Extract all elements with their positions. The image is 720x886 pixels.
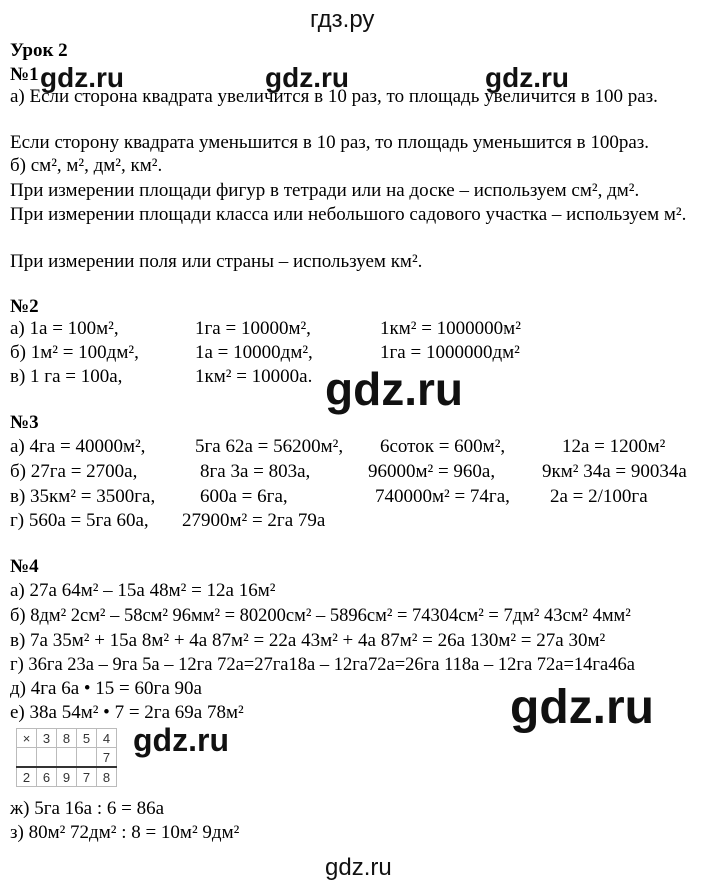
- task3-row: [10, 436, 710, 458]
- task4-g: г) 36га 23а – 9га 5а – 12га 72а=27га18а – 12га72а=26га 118а – 12га 72а=14га46а: [10, 655, 635, 675]
- cell: 27900м² = 2га 79а: [182, 510, 326, 531]
- watermark: gdz.ru: [40, 62, 124, 93]
- cell: а) 4га = 40000м²,: [10, 436, 146, 457]
- task2-row: [10, 366, 710, 388]
- mult-cell: [17, 748, 37, 768]
- task4-label: №4: [10, 556, 39, 577]
- watermark: gdz.ru: [265, 62, 349, 93]
- task4-v: в) 7а 35м² + 15а 8м² + 4а 87м² = 22а 43м² + 4а 87м² = 26а 130м² = 27а 30м²: [10, 630, 606, 651]
- task4-a: а) 27а 64м² – 15а 48м² = 12а 16м²: [10, 580, 276, 601]
- cell: б) 1м² = 100дм²,: [10, 342, 139, 363]
- cell: в) 1 га = 100а,: [10, 366, 123, 387]
- task4-e: е) 38а 54м² • 7 = 2га 69а 78м²: [10, 702, 244, 723]
- mult-digit: 9: [57, 767, 77, 787]
- mult-digit: [57, 748, 77, 768]
- mult-digit: [37, 748, 57, 768]
- multiplication-grid: [16, 728, 117, 787]
- watermark: gdz.ru: [325, 854, 392, 881]
- cell: 740000м² = 74га,: [375, 486, 510, 507]
- task2-row: [10, 318, 710, 340]
- task4-zh: ж) 5га 16а : 6 = 86а: [10, 798, 165, 819]
- cell: 1га = 1000000дм²: [380, 342, 520, 363]
- cell: б) 27га = 2700а,: [10, 461, 138, 482]
- cell: а) 1а = 100м²,: [10, 318, 119, 339]
- task3-row: [10, 486, 710, 508]
- cell: 5га 62а = 56200м²,: [195, 436, 344, 457]
- task1-p3: При измерении поля или страны – используем км².: [10, 251, 423, 272]
- lesson-title: Урок 2: [10, 40, 68, 61]
- task1-b: б) см², м², дм², км².: [10, 155, 163, 176]
- task1-a2: Если сторону квадрата уменьшится в 10 раз, то площадь уменьшится в 100раз.: [10, 132, 650, 153]
- mult-digit: 8: [97, 767, 117, 787]
- task2-label: №2: [10, 296, 39, 317]
- cell: 96000м² = 960а,: [368, 461, 496, 482]
- cell: 9км² 34а = 90034а: [542, 461, 687, 482]
- mult-digit: 4: [97, 729, 117, 748]
- task1-p1: При измерении площади фигур в тетради или на доске – используем см², дм².: [10, 180, 640, 201]
- task3-label: №3: [10, 412, 39, 433]
- cell: 2а = 2/100га: [550, 486, 648, 507]
- cell: 1га = 10000м²,: [195, 318, 311, 339]
- task4-z: з) 80м² 72дм² : 8 = 10м² 9дм²: [10, 822, 240, 843]
- mult-digit: 3: [37, 729, 57, 748]
- watermark: gdz.ru: [133, 722, 229, 758]
- cell: 8га 3а = 803а,: [200, 461, 311, 482]
- mult-digit: 5: [77, 729, 97, 748]
- mult-digit: [77, 748, 97, 768]
- task3-row: [10, 461, 710, 483]
- cell: 1км² = 1000000м²: [380, 318, 521, 339]
- site-header: гдз.ру: [310, 6, 375, 33]
- watermark: gdz.ru: [325, 363, 463, 415]
- cell: 1км² = 10000а.: [195, 366, 313, 387]
- mult-sign: ×: [17, 729, 37, 748]
- task4-d: д) 4га 6а • 15 = 60га 90а: [10, 678, 202, 699]
- cell: 6соток = 600м²,: [380, 436, 506, 457]
- task1-label: №1: [10, 64, 39, 85]
- cell: 1а = 10000дм²,: [195, 342, 313, 363]
- task4-b: б) 8дм² 2см² – 58см² 96мм² = 80200см² – 5896см² = 74304см² = 7дм² 43см² 4мм²: [10, 606, 631, 626]
- task1-a: а) Если сторона квадрата увеличится в 10 раз, то площадь увеличится в 100 раз.: [10, 86, 658, 107]
- task3-row: [10, 510, 710, 532]
- mult-digit: 7: [77, 767, 97, 787]
- watermark: gdz.ru: [510, 681, 654, 734]
- cell: г) 560а = 5га 60а,: [10, 510, 149, 531]
- mult-digit: 6: [37, 767, 57, 787]
- mult-digit: 7: [97, 748, 117, 768]
- mult-digit: 2: [17, 767, 37, 787]
- task1-p2: При измерении площади класса или небольшого садового участка – используем м².: [10, 204, 687, 225]
- cell: 12а = 1200м²: [562, 436, 666, 457]
- cell: в) 35км² = 3500га,: [10, 486, 156, 507]
- mult-digit: 8: [57, 729, 77, 748]
- task2-row: [10, 342, 710, 364]
- watermark: gdz.ru: [485, 62, 569, 93]
- cell: 600а = 6га,: [200, 486, 288, 507]
